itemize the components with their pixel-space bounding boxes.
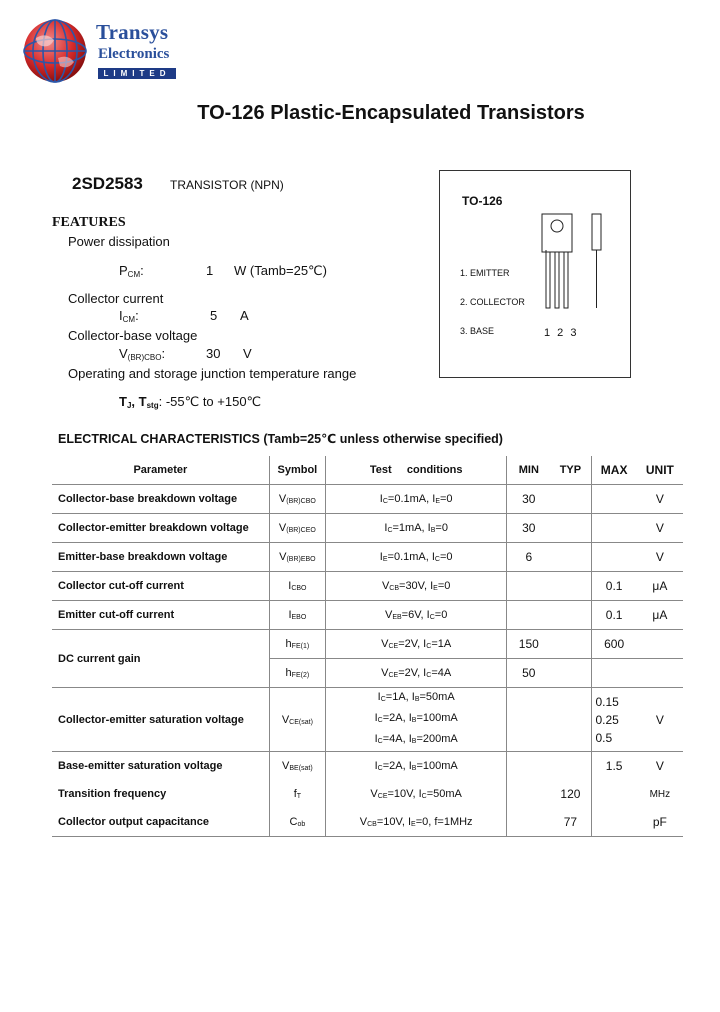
row-max [591,543,637,572]
temperature-range-label: Operating and storage junction temperature range [68,366,357,381]
temperature-range-value: $T_J$, $T_{stg}$: -55℃ to +150℃ [119,394,262,410]
features-heading: FEATURES [52,215,126,230]
icm-symbol: $I_{CM}$: [119,308,139,324]
vcbo-unit: V [243,346,252,361]
table-row [52,601,683,630]
row-conditions: VCE=2V, IC=4A [326,659,507,688]
row-conditions: IC=1A, IB=50mA IC=2A, IB=100mA IC=4A, IB=200mA [326,688,507,752]
row-conditions: VCE=2V, IC=1A [326,630,507,659]
pin2-label: 2. COLLECTOR [460,297,525,307]
row-max [591,485,637,514]
header-conditions: Test conditions [326,456,507,485]
row-parameter: Base-emitter saturation voltage [52,752,269,781]
vcbo-symbol: $V_{(BR)CBO}$: [119,346,166,362]
part-number: 2SD2583 [72,174,143,193]
power-dissipation-label: Power dissipation [68,234,170,249]
row-conditions: VEB=6V, IC=0 [326,601,507,630]
row-unit: MHz [649,788,671,800]
collector-current-label: Collector current [68,291,164,306]
package-title: TO-126 [462,194,503,208]
row-max: 600 [591,630,637,659]
table-header-row [52,456,683,485]
row-typ [550,572,591,601]
row-min [507,688,551,752]
icm-unit: A [240,308,249,323]
electrical-characteristics-title: ELECTRICAL CHARACTERISTICS (Tamb=25℃ unless otherwise specified) [58,432,503,446]
row-unit [637,630,683,659]
row-typ [550,485,591,514]
row-conditions: VCE=10V, IC=50mA [326,780,507,808]
row-conditions: VCB=10V, IE=0, f=1MHz [326,808,507,837]
row-symbol: VCE(sat) [269,688,325,752]
row-min: 30 [507,514,551,543]
row-max [591,780,637,808]
table-row [52,808,683,837]
row-parameter: Collector-emitter breakdown voltage [52,514,269,543]
row-symbol: ICBO [269,572,325,601]
row-max [591,514,637,543]
pin1-label: 1. EMITTER [460,268,510,278]
row-min [507,572,551,601]
pcm-unit: W (Tamb=25℃) [234,263,327,278]
document-title: TO-126 Plastic-Encapsulated Transistors [197,102,585,124]
table-row [52,485,683,514]
row-min [507,780,551,808]
header-max: MAX [591,456,637,485]
row-typ [550,514,591,543]
row-max [591,808,637,837]
transistor-package-drawing [536,212,606,310]
row-typ [550,659,591,688]
row-unit: V [655,759,664,773]
row-typ [550,630,591,659]
row-max: 0.15 0.25 0.5 [591,688,637,752]
table-row [52,630,683,659]
brand-name: Transys [96,20,169,44]
row-parameter: Transition frequency [52,780,269,808]
row-typ [550,752,591,781]
row-unit [637,659,683,688]
row-unit: V [637,485,683,514]
table-row [52,543,683,572]
header-parameter: Parameter [52,456,269,485]
row-symbol: hFE(1) [269,630,325,659]
row-symbol: fT [269,780,325,808]
table-row [52,572,683,601]
row-typ [550,688,591,752]
row-unit: V [637,688,683,752]
row-min: 6 [507,543,551,572]
header-symbol: Symbol [269,456,325,485]
row-typ: 77 [550,808,591,837]
header-typ: TYP [550,456,591,485]
row-min: 150 [507,630,551,659]
row-symbol: IEBO [269,601,325,630]
row-conditions: IC=0.1mA, IE=0 [326,485,507,514]
brand-subname: Electronics [98,46,170,62]
row-unit: μA [637,572,683,601]
row-unit: μA [637,601,683,630]
row-unit: V [637,543,683,572]
row-unit: pF [637,808,683,837]
row-parameter: Collector output capacitance [52,808,269,837]
header-unit: UNIT [637,456,683,485]
table-row [52,752,683,781]
row-symbol: Cob [269,808,325,837]
row-min [507,808,551,837]
row-typ [550,601,591,630]
row-parameter: Emitter-base breakdown voltage [52,543,269,572]
row-symbol: VBE(sat) [269,752,325,781]
row-parameter: Collector cut-off current [52,572,269,601]
row-conditions: IE=0.1mA, IC=0 [326,543,507,572]
row-conditions: IC=2A, IB=100mA [326,752,507,781]
row-min [507,601,551,630]
row-symbol: V(BR)CEO [269,514,325,543]
part-description: TRANSISTOR (NPN) [170,178,284,192]
table-row [52,688,683,752]
row-symbol: hFE(2) [269,659,325,688]
row-min [507,752,551,781]
header-min: MIN [507,456,551,485]
row-min: 30 [507,485,551,514]
row-max: 1.5 [605,759,623,773]
row-parameter: Collector-base breakdown voltage [52,485,269,514]
row-conditions: VCB=30V, IE=0 [326,572,507,601]
row-max: 0.1 [591,572,637,601]
row-min: 50 [507,659,551,688]
row-symbol: V(BR)EBO [269,543,325,572]
brand-limited-bar: LIMITED [98,68,176,79]
pcm-value: 1 [206,263,214,278]
pcm-symbol: $P_{CM}$: [119,263,144,279]
table-row [52,514,683,543]
electrical-characteristics-table [52,456,683,837]
table-row [52,780,683,808]
row-max: 0.1 [591,601,637,630]
row-typ: 120 [550,780,591,808]
row-max [591,659,637,688]
row-unit: V [637,514,683,543]
row-symbol: V(BR)CBO [269,485,325,514]
row-parameter: Collector-emitter saturation voltage [52,688,269,752]
row-parameter: DC current gain [52,630,269,688]
row-typ [550,543,591,572]
pin3-label: 3. BASE [460,326,495,336]
company-logo-globe [22,18,88,84]
row-conditions: IC=1mA, IB=0 [326,514,507,543]
row-parameter: Emitter cut-off current [52,601,269,630]
icm-value: 5 [210,308,218,323]
vcbo-value: 30 [206,346,221,361]
pin-numbers: 1 2 3 [544,327,579,339]
collector-base-voltage-label: Collector-base voltage [68,328,198,343]
